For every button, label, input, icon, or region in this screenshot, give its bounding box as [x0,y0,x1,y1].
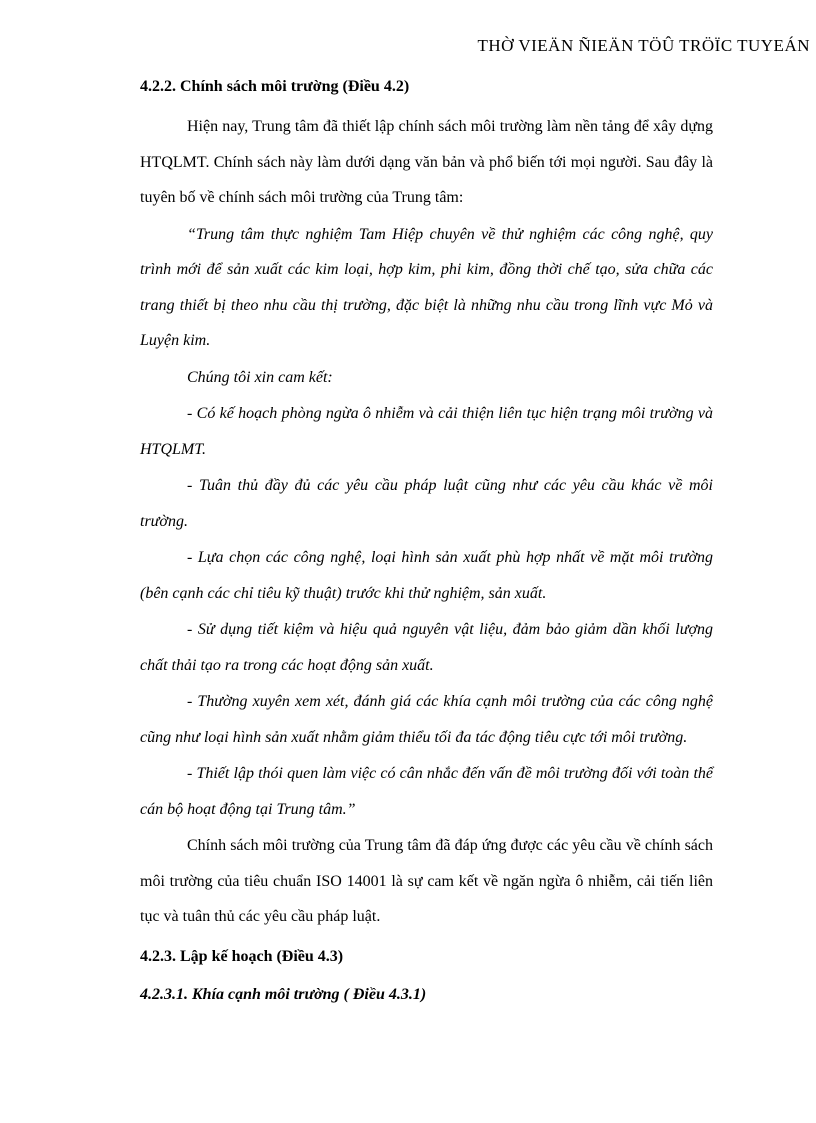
conclusion-paragraph: Chính sách môi trường của Trung tâm đã đáp ứng được các yêu cầu về chính sách môi trường của tiêu chuẩn ISO 14001 là sự cam kết về ngăn ngừa ô nhiễm, cải tiến liên tục và tuân thủ các yêu cầu pháp luật. [140,837,713,925]
commitment-item: - Sử dụng tiết kiệm và hiệu quả nguyên vật liệu, đảm bảo giảm dần khối lượng chất thải tạo ra trong các hoạt động sản xuất. [140,621,713,674]
section-heading-4-2-2: 4.2.2. Chính sách môi trường (Điều 4.2) [140,78,410,95]
commitment-item: - Tuân thủ đầy đủ các yêu cầu pháp luật cũng như các yêu cầu khác về môi trường. [140,477,713,530]
commitment-item: - Thiết lập thói quen làm việc có cân nhắc đến vấn đề môi trường đối với toàn thể cán bộ hoạt động tại Trung tâm.” [140,765,713,818]
policy-quote-paragraph: “Trung tâm thực nghiệm Tam Hiệp chuyên về thử nghiệm các công nghệ, quy trình mới để sản xuất các kim loại, hợp kim, phi kim, đồng thời chế tạo, sửa chữa các trang thiết bị theo nhu cầu thị trường, đặc biệt là những nhu cầu trong lĩnh vực Mỏ và Luyện kim. [140,225,713,349]
commitment-item: - Lựa chọn các công nghệ, loại hình sản xuất phù hợp nhất về mặt môi trường (bên cạnh các chỉ tiêu kỹ thuật) trước khi thử nghiệm, sản xuất. [140,549,713,602]
commitment-intro: Chúng tôi xin cam kết: [187,368,333,386]
section-heading-4-2-3: 4.2.3. Lập kế hoạch (Điều 4.3) [140,947,344,965]
page-content [140,72,713,1005]
commitment-item: - Thường xuyên xem xét, đánh giá các khía cạnh môi trường của các công nghệ cũng như loại hình sản xuất nhằm giảm thiểu tối đa tác động tiêu cực tới môi trường. [140,693,713,746]
commitment-item: - Có kế hoạch phòng ngừa ô nhiễm và cải thiện liên tục hiện trạng môi trường và HTQLMT. [140,405,713,458]
running-header: THỜ VIEÄN ÑIEÄN TÖÛ TRÖÏC TUYEÁN [477,36,810,55]
intro-paragraph: Hiện nay, Trung tâm đã thiết lập chính sách môi trường làm nền tảng để xây dựng HTQLMT. Chính sách này làm dưới dạng văn bản và phổ biến tới mọi người. Sau đây là tuyên bố về chính sách môi trường của Trung tâm: [140,118,713,206]
subsection-heading-4-2-3-1: 4.2.3.1. Khía cạnh môi trường ( Điều 4.3.1) [140,985,427,1003]
